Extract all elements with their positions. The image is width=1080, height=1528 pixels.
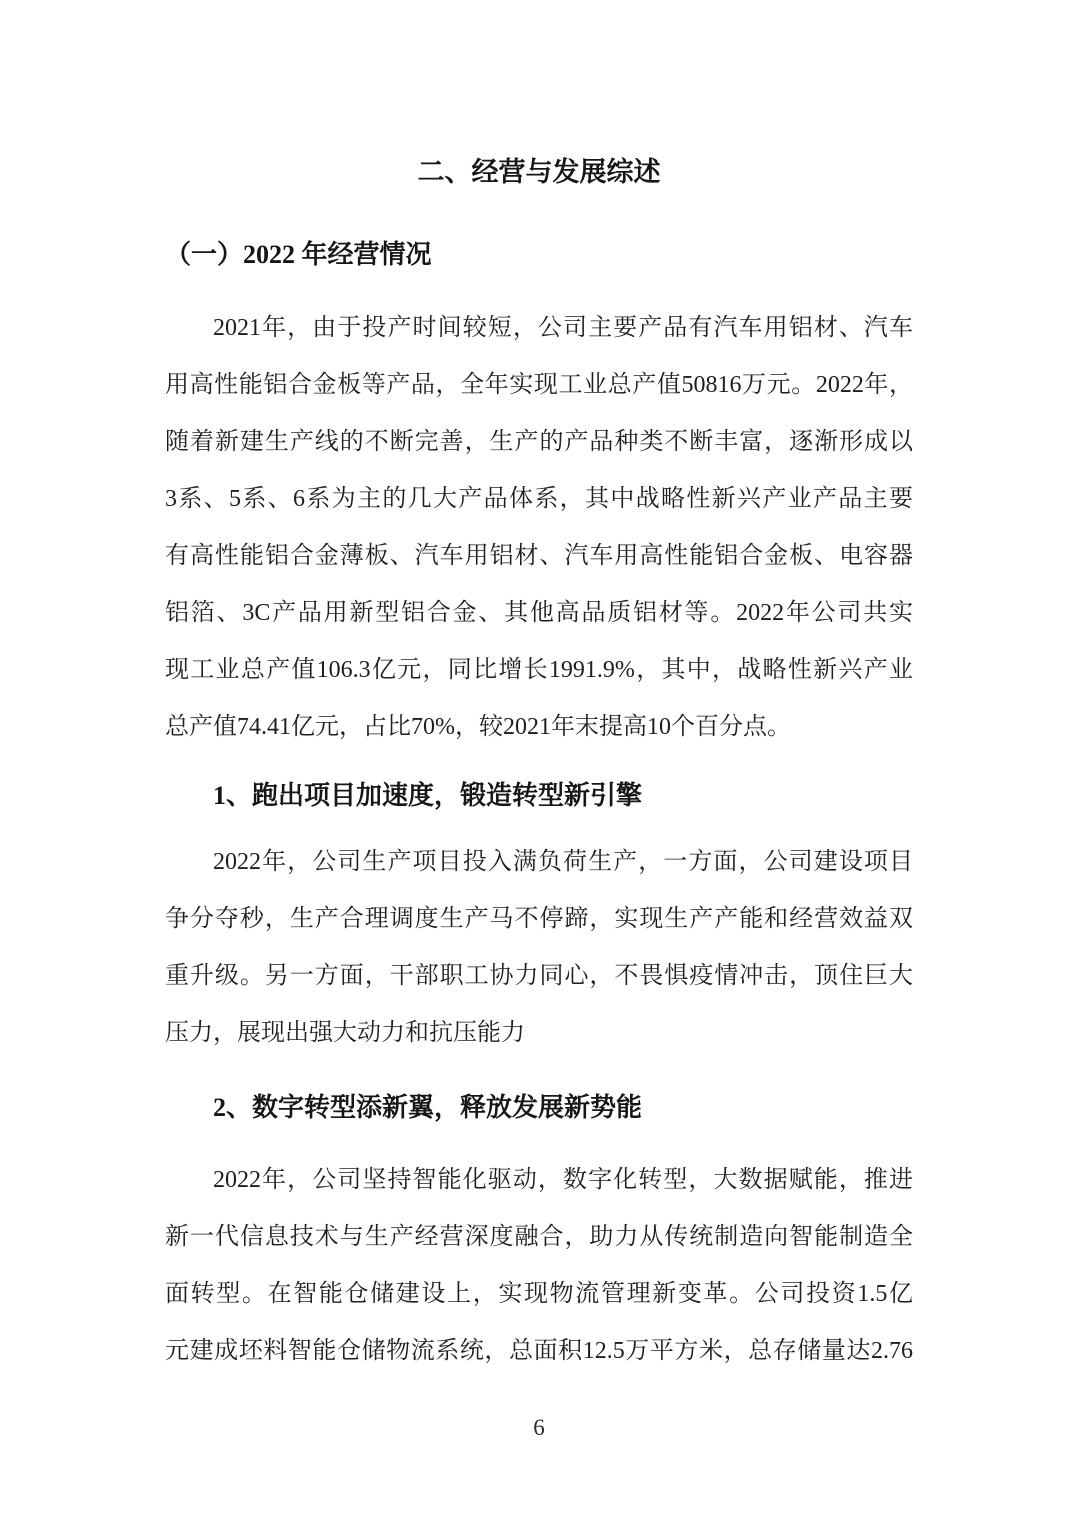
- paragraph-line: 压力，展现出强大动力和抗压能力: [165, 1020, 525, 1046]
- paragraph-line: 现工业总产值106.3亿元，同比增长1991.9%，其中，战略性新兴产业: [165, 657, 913, 683]
- paragraph-line: 随着新建生产线的不断完善，生产的产品种类不断丰富，逐渐形成以: [165, 429, 913, 455]
- paragraph-line: 2022年，公司生产项目投入满负荷生产，一方面，公司建设项目: [213, 849, 913, 875]
- page-content: [165, 0, 913, 1444]
- paragraph-line: 争分夺秒，生产合理调度生产马不停蹄，实现生产产能和经营效益双: [165, 906, 913, 932]
- paragraph-line: 新一代信息技术与生产经营深度融合，助力从传统制造向智能制造全: [165, 1224, 913, 1250]
- subsection-2-heading: 2、数字转型添新翼，释放发展新势能: [213, 1093, 643, 1122]
- paragraph-line: 面转型。在智能仓储建设上，实现物流管理新变革。公司投资1.5亿: [165, 1281, 913, 1307]
- paragraph-line: 总产值74.41亿元，占比70%，较2021年末提高10个百分点。: [165, 714, 791, 740]
- section-heading: （一）2022 年经营情况: [165, 240, 432, 269]
- paragraph-line: 重升级。另一方面，干部职工协力同心，不畏惧疫情冲击，顶住巨大: [165, 963, 913, 989]
- paragraph-3: [165, 1152, 913, 1380]
- paragraph-line: 3系、5系、6系为主的几大产品体系，其中战略性新兴产业产品主要: [165, 486, 913, 512]
- subsection-1-heading: 1、跑出项目加速度，锻造转型新引擎: [213, 781, 643, 810]
- paragraph-line: 2021年，由于投产时间较短，公司主要产品有汽车用铝材、汽车: [213, 315, 913, 341]
- paragraph-2: [165, 834, 913, 1062]
- page-number: 6: [533, 1415, 545, 1440]
- paragraph-line: 铝箔、3C产品用新型铝合金、其他高品质铝材等。2022年公司共实: [165, 600, 913, 626]
- paragraph-line: 用高性能铝合金板等产品，全年实现工业总产值50816万元。2022年，: [165, 372, 913, 398]
- paragraph-line: 有高性能铝合金薄板、汽车用铝材、汽车用高性能铝合金板、电容器: [165, 543, 913, 569]
- paragraph-line: 元建成坯料智能仓储物流系统，总面积12.5万平方米，总存储量达2.76: [165, 1338, 913, 1364]
- paragraph-line: 2022年，公司坚持智能化驱动，数字化转型，大数据赋能，推进: [213, 1167, 913, 1193]
- doc-title: 二、经营与发展综述: [417, 157, 661, 187]
- paragraph-1: [165, 300, 913, 756]
